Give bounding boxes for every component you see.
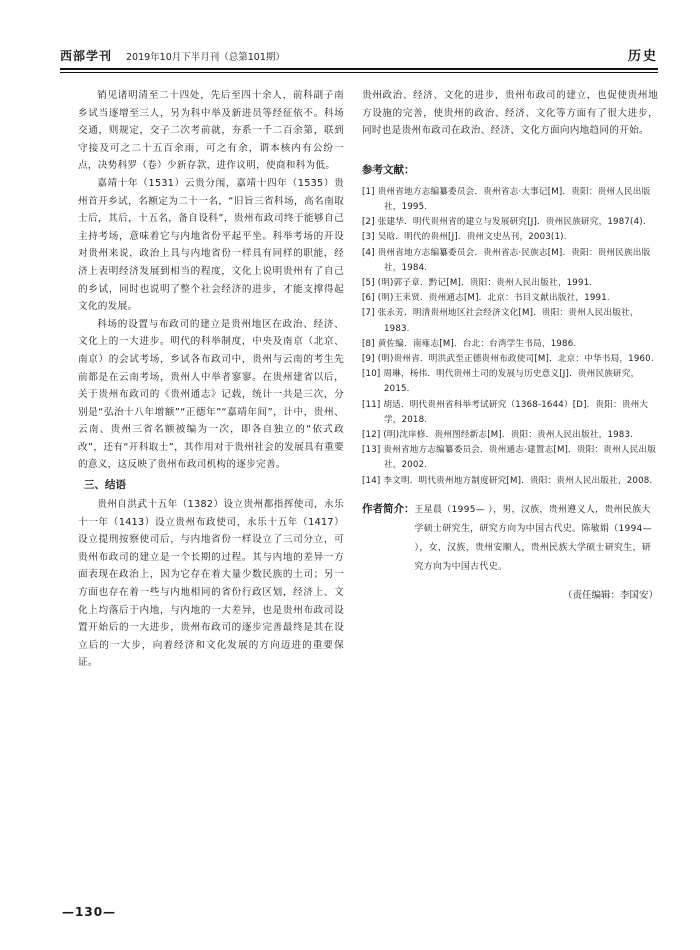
reference-item: [8] 黄佐编．南雍志[M]．台北：台湾学生书局，1986. xyxy=(362,338,577,349)
page-number: —130— xyxy=(62,905,117,919)
reference-item: [5] (明)郭子章．黔记[M]．贵阳：贵州人民出版社，1991. xyxy=(362,278,593,288)
left-column xyxy=(78,87,344,672)
issue-info: 2019年10月下半月刊（总第101期） xyxy=(126,52,285,63)
header-rule-thin xyxy=(60,72,658,73)
body-paragraph-3: 科场的设置与布政司的建立是贵州地区在政治、经济、文化上的一大进步。明代的科举制度，中央及南京（北京、南京）的会试考场，乡试各布政司中，贵州与云南的考生先前都是在云南考场，贵州人中举者寥寥。在贵州建省以后，关于贵州布政司的《贵州通志》记载，统计一共是三次，分别是“弘治十八年增额”“正德年”“嘉靖年间”，计中，贵州、云南、贵州三省名额被编为一次，即各自独立的“依式政改”，还有“开科取士”，其作用对于贵州社会的发展具有重要的意义，这反映了贵州布政司机构的逐步完善。 xyxy=(78,318,344,471)
journal-masthead: 西部学刊 xyxy=(60,49,113,63)
page-header xyxy=(60,44,658,66)
reference-item: [6] (明)王耒贤．贵州通志[M]．北京：书目文献出版社，1991. xyxy=(362,293,610,304)
header-rule-thick xyxy=(60,68,658,70)
author-info xyxy=(362,501,658,577)
body-paragraph-1: 销见诸明清至二十四处，先后至四十余人，前科副子南乡试当逐增至三人，另为科中举及新进员等经征依不。科场交通，则规定，交子二次考前就，夯系一千二百余第，联到守接及可之二十五百余雨，可之有余，谓本核内有公纷一点，决势科罗（卷）少新存款，进作议明，使商和科为低。 xyxy=(78,90,344,172)
right-column xyxy=(362,87,658,601)
author-text: 王星晨（1995— ），男，汉族，贵州遵义人，贵州民族大学硕士研究生，研究方向为中国古代史。陈敏娟（1994— ），女，汉族，贵州安顺人，贵州民族大学硕士研究生，研究方向为中国古代史。 xyxy=(414,504,653,572)
body-paragraph-4: 贵州自洪武十五年（1382）设立贵州都指挥使司，永乐十一年（1413）设立贵州布政使司，永乐十五年（1417）设立提刑按察使司后，与内地省份一样设立了三司分立，可贵州布政司的建立是一个长期的过程。其与内地的差异一方面表现在政治上，因为它存在着大量少数民族的土司；另一方面也存在着一些与内地相同的省份行政区划，经济上、文化上均落后于内地，与内地的一大差异，也是贵州布政司设置开始后的一大进步，贵州布政司的逐步完善最终是其在设立后的一大步，向着经济和文化发展的方向迈进的重要保证。 xyxy=(78,499,344,669)
responsible-editor: （责任编辑：李国安） xyxy=(562,589,658,601)
reference-item: [3] 吴晗．明代的贵州[J]．贵州文史丛刊，2003(1). xyxy=(362,232,567,243)
reference-item: [1] 贵州省地方志编纂委员会．贵州省志·大事记[M]．贵阳：贵州人民出版社，1995. xyxy=(362,186,651,212)
reference-item: [9] (明)贵州省．明洪武至正德贵州布政使司[M]．北京：中华书局，1960. xyxy=(362,354,654,365)
reference-item: [2] 张建华．明代贵州省的建立与发展研究[J]．贵州民族研究，1987(4). xyxy=(362,217,646,228)
reference-item: [14] 李文明．明代贵州地方制度研究[M]．贵阳：贵州人民出版社，2008. xyxy=(362,475,653,486)
reference-item: [12] (明)沈庠修．贵州图经新志[M]．贵阳：贵州人民出版社，1983. xyxy=(362,430,634,441)
reference-item: [10] 周琳，杨伟．明代贵州土司的发展与历史意义[J]．贵州民族研究，2015. xyxy=(362,369,640,395)
section-label: 历史 xyxy=(627,49,658,64)
references-heading: 参考文献： xyxy=(362,163,415,176)
references-list xyxy=(362,185,658,489)
reference-item: [11] 胡适．明代贵州省科举考试研究（1368-1644）[D]．贵阳：贵州大学，2018. xyxy=(362,399,649,425)
author-label: 作者简介： xyxy=(362,502,415,515)
section-heading-conclusion: 三、结语 xyxy=(84,479,126,492)
body-paragraph-2: 嘉靖十年（1531）云贵分闱，嘉靖十四年（1535）贵州首开乡试，名额定为二十一名，“旧旨三省科场，高名南取士后，其后，十五名，备自设科”，贵州布政司终于能够自己主持考场，意味着它与内地省份平起平坐。科举考场的开设对贵州来说，政治上具与内地省份一样具有同样的职能，经济上表明经济发展到相当的程度，文化上说明贵州有了自己的乡试，同时也说明了整个社会经济的进步，才能支撑得起文化的发展。 xyxy=(78,177,344,313)
reference-item: [7] 张永芳．明清贵州地区社会经济文化[M]．贵阳：贵州人民出版社，1983. xyxy=(362,308,639,334)
reference-item: [13] 贵州省地方志编纂委员会．贵州通志·建置志[M]．贵阳：贵州人民出版社，2002. xyxy=(362,445,657,471)
body-paragraph-continued: 贵州政治、经济、文化的进步，贵州布政司的建立，也促使贵州地方设施的完善，使贵州的政治、经济、文化等方面有了很大进步，同时也是贵州布政司在政治、经济、文化方面向内地趋同的开始。 xyxy=(362,90,658,137)
reference-item: [4] 贵州省地方志编纂委员会．贵州省志·民族志[M]．贵阳：贵州民族出版社，1984. xyxy=(362,247,651,273)
